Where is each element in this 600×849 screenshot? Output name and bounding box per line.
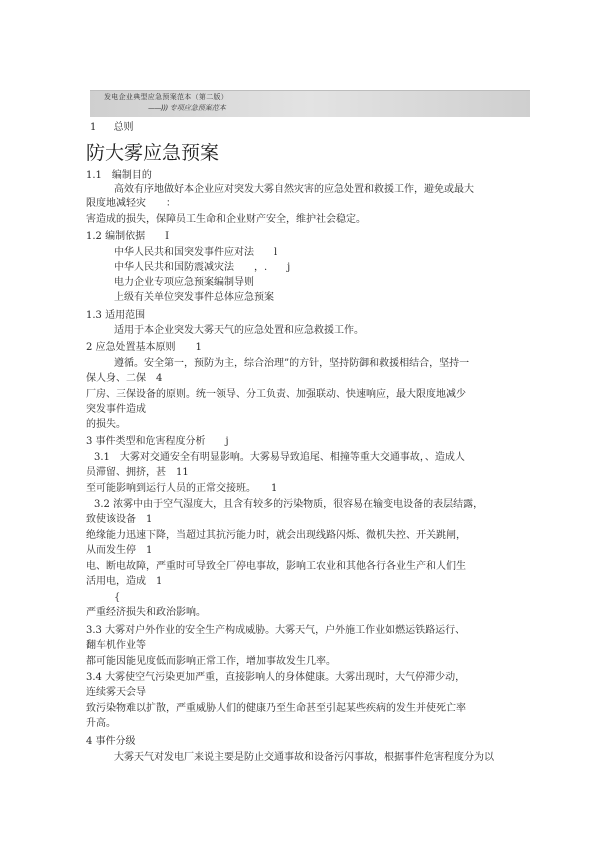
section-heading: 1.2 编制依据 I bbox=[86, 231, 170, 242]
paragraph-line: 电、断电故障，严重时可导致全厂停电事故，影响工农业和其他各行各业生产和人们生 bbox=[86, 561, 466, 572]
paragraph-line: 员滞留、拥挤，甚 11 bbox=[86, 467, 189, 478]
list-item: 电力企业专项应急预案编制导则 bbox=[114, 277, 254, 288]
list-item: 中华人民共和国突发事件应对法 l bbox=[114, 247, 278, 258]
stray-mark: { bbox=[114, 592, 121, 603]
paragraph-line: 活用电，造成 1 bbox=[86, 576, 163, 587]
paragraph-line: 限度地减轻灾 ： bbox=[86, 198, 176, 209]
paragraph-line: 厂房、三保设备的原则。统一领导、分工负责、加强联动、快速响应，最大限度地减少 bbox=[86, 389, 466, 400]
section-heading: 4 事件分级 bbox=[86, 736, 136, 747]
paragraph-line: 保人身、二保 4 bbox=[86, 373, 163, 384]
paragraph-line: 都可能因能见度低而影响正常工作，增加事故发生几率。 bbox=[86, 656, 336, 667]
chapter-title: 总则 bbox=[113, 122, 134, 133]
header-section-title bbox=[148, 103, 226, 113]
paragraph-line: 从而发生停 1 bbox=[86, 545, 153, 556]
paragraph-line: 遵循。安全第一，预防为主，综合治理”的方针，坚持防御和救援相结合，坚持一 bbox=[114, 358, 470, 369]
header-arrows: ——))) bbox=[148, 104, 168, 112]
chapter-heading bbox=[90, 121, 134, 135]
paragraph-line: 致污染物难以扩散，严重威胁人们的健康乃至生命甚至引起某些疾病的发生并使死亡率 bbox=[86, 703, 466, 714]
paragraph-line: 严重经济损失和政治影响。 bbox=[86, 607, 206, 618]
paragraph-line: 大雾天气对发电厂来说主要是防止交通事故和设备污闪事故，根据事件危害程度分为以 bbox=[114, 752, 494, 763]
doc-title: 防大雾应急预案 bbox=[86, 142, 220, 164]
paragraph-line: 突发事件造成 bbox=[86, 404, 146, 415]
section-heading: 2 应急处置基本原则 1 bbox=[86, 342, 202, 353]
paragraph-line: 适用于本企业突发大雾天气的应急处置和应急救援工作。 bbox=[114, 325, 364, 336]
paragraph-line: 高效有序地做好本企业应对突发大雾自然灾害的应急处置和救援工作，避免或最大 bbox=[114, 184, 474, 195]
header-section-label: 专项应急预案范本 bbox=[169, 104, 226, 112]
paragraph-line: 3.3 大雾对户外作业的安全生产构成威胁。大雾天气，户外施工作业如燃运铁路运行、 bbox=[86, 625, 466, 636]
paragraph-line: 翻车机作业等 bbox=[86, 640, 146, 651]
paragraph-line: 3.1 大雾对交通安全有明显影响。大雾易导致追尾、相撞等重大交通事故，、造成人 bbox=[94, 452, 465, 463]
paragraph-line: 3.2 浓雾中由于空气湿度大，且含有较多的污染物质，很容易在输变电设备的表层结露， bbox=[94, 499, 484, 510]
paragraph-line: 连续雾天会导 bbox=[86, 687, 146, 698]
paragraph-line: 3.4 大雾使空气污染更加严重，直接影响人的身体健康。大雾出现时，大气停滞少动， bbox=[86, 672, 466, 683]
paragraph-line: 至可能影响到运行人员的正常交接班。 1 bbox=[86, 483, 278, 494]
paragraph-line: 的损失。 bbox=[86, 419, 126, 430]
list-item: 上级有关单位突发事件总体应急预案 bbox=[114, 292, 274, 303]
header-book-title: 发电企业典型应急预案范本（第二版） bbox=[104, 93, 229, 101]
paragraph-line: 害造成的损失，保障员工生命和企业财产安全，维护社会稳定。 bbox=[86, 214, 366, 225]
running-header bbox=[90, 90, 530, 117]
section-heading: 3 事件类型和危害程度分析 j bbox=[86, 436, 229, 447]
section-heading: 1.1 编制目的 bbox=[86, 170, 152, 181]
paragraph-line: 升高。 bbox=[86, 718, 116, 729]
list-item: 中华人民共和国防震减灾法 ，. j bbox=[114, 262, 291, 273]
section-heading: 1.3 适用范围 bbox=[86, 310, 146, 321]
paragraph-line: 绝缘能力迅速下降，当超过其抗污能力时，就会出现线路闪烁、微机失控、开关跳闸， bbox=[86, 530, 466, 541]
chapter-number: 1 bbox=[90, 122, 97, 133]
paragraph-line: 致使该设备 1 bbox=[86, 514, 153, 525]
